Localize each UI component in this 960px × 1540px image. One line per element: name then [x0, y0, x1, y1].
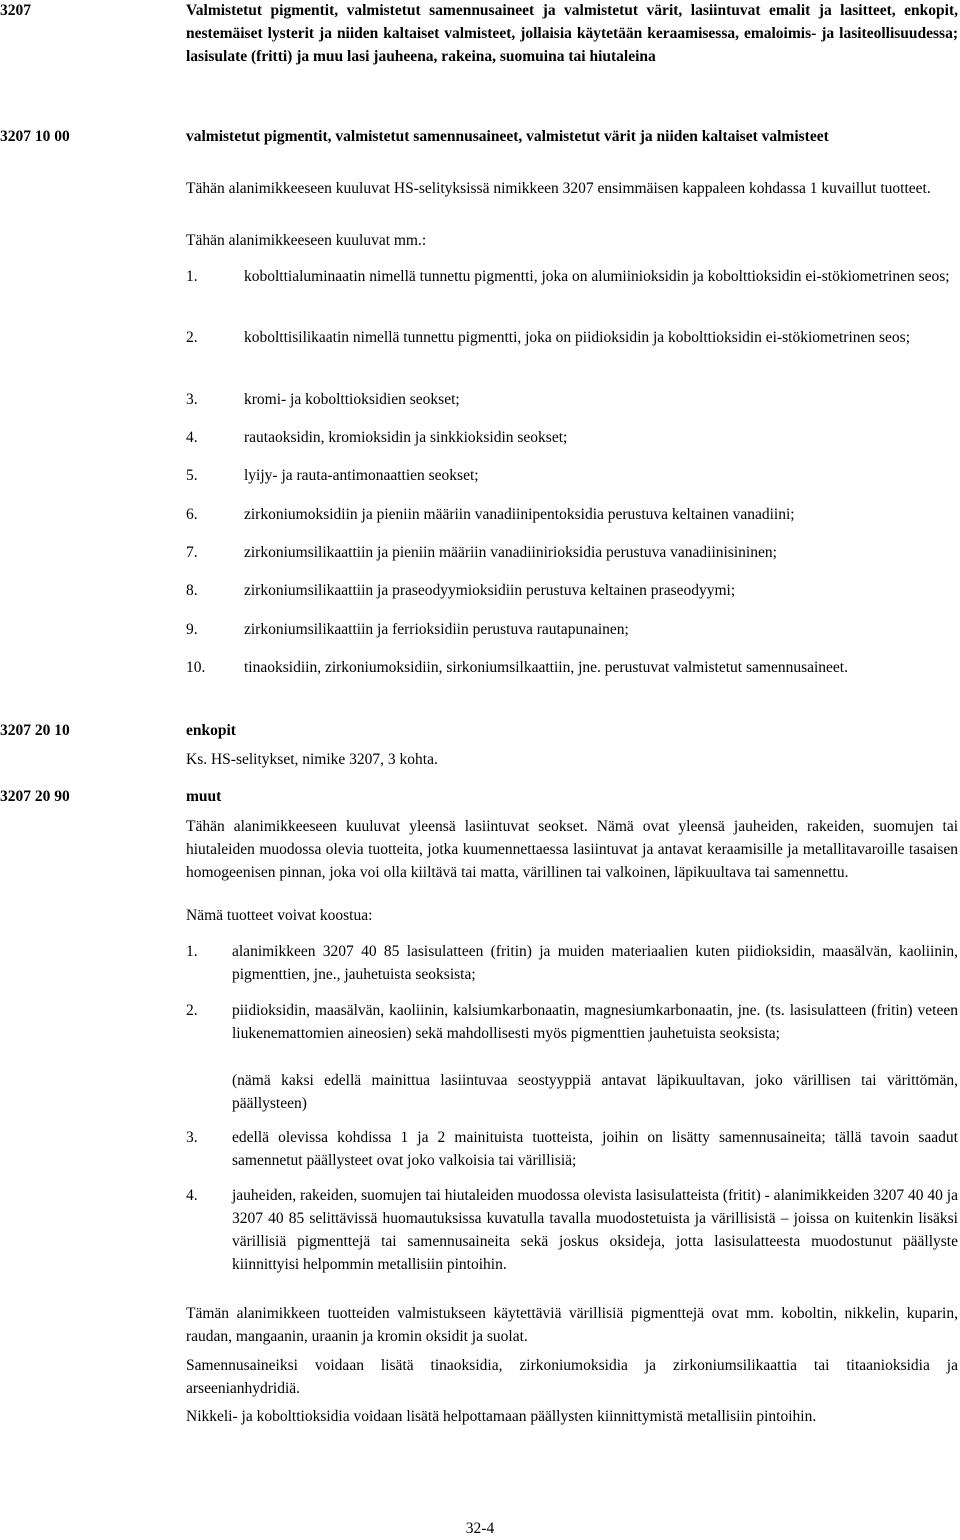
list-item-number: 3.: [186, 391, 198, 408]
list-item-number: 7.: [186, 544, 198, 561]
subheading-code-3: 3207 20 90: [0, 788, 70, 805]
list-item-number: 3.: [186, 1129, 198, 1146]
list-item-text: lyijy- ja rauta-antimonaattien seokset;: [244, 467, 479, 484]
list-item-text: edellä olevissa kohdissa 1 ja 2 mainituista tuotteista, joihin on lisätty samennusaineita; tällä tavoin saadut samennetut päällysteet ovat joko valkoisia tai värillisiä;: [232, 1129, 958, 1169]
list-item-number: 6.: [186, 506, 198, 523]
list-item-number: 9.: [186, 621, 198, 638]
list-item-text: alanimikkeen 3207 40 85 lasisulatteen (fritin) ja muiden materiaalien kuten piidioksidin, maasälvän, kaoliinin, pigmenttien, jne., jauhetuista seoksista;: [232, 943, 958, 983]
list-item-number: 5.: [186, 467, 198, 484]
list-item-number: 8.: [186, 582, 198, 599]
list-item-number: 2.: [186, 1002, 198, 1019]
list-item-number: 1.: [186, 268, 198, 285]
list-item-number: 4.: [186, 429, 198, 446]
subheading-3-paragraph-3: Tämän alanimikkeen tuotteiden valmistukseen käytettäviä värillisiä pigmenttejä ovat mm. koboltin, nikkelin, kuparin, raudan, mangaanin, uraanin ja kromin oksidit ja suolat.: [186, 1305, 958, 1345]
list-item-text: kobolttisilikaatin nimellä tunnettu pigmentti, joka on piidioksidin ja kobolttioksidin ei-stökiometrinen seos;: [244, 329, 911, 346]
subheading-3-paragraph-2: Nämä tuotteet voivat koostua:: [186, 907, 373, 924]
subheading-code-1: 3207 10 00: [0, 128, 70, 145]
subheading-code-2: 3207 20 10: [0, 722, 70, 739]
list-item-text: zirkoniumsilikaattiin ja praseodyymioksidiin perustuva keltainen praseodyymi;: [244, 582, 736, 599]
heading-title: Valmistetut pigmentit, valmistetut samennusaineet ja valmistetut värit, lasiintuvat emalit ja lasitteet, enkopit, nestemäiset lysterit ja niiden kaltaiset valmisteet, jollaisia käytetään keraamisessa, emaloimis- ja lasiteollisuudessa; lasisulate (fritti) ja muu lasi jauheena, rakeina, suomuina tai hiutaleina: [186, 2, 958, 65]
list-item-text: zirkoniumoksidiin ja pieniin määriin vanadiinipentoksidia perustuva keltainen vanadiini;: [244, 506, 795, 523]
subheading-1-paragraph-2: Tähän alanimikkeeseen kuuluvat mm.:: [186, 232, 427, 249]
subheading-title-1: valmistetut pigmentit, valmistetut samennusaineet, valmistetut värit ja niiden kaltaiset valmisteet: [186, 128, 829, 145]
page-number: 32-4: [465, 1520, 495, 1537]
list-item-text: rautaoksidin, kromioksidin ja sinkkioksidin seokset;: [244, 429, 568, 446]
list-item-text: zirkoniumsilikaattiin ja pieniin määriin vanadiinirioksidia perustuva vanadiinisininen;: [244, 544, 777, 561]
list-item-text: kromi- ja kobolttioksidien seokset;: [244, 391, 460, 408]
list-item-text: (nämä kaksi edellä mainittua lasiintuvaa seostyyppiä antavat läpikuultavan, joko värillisen tai värittömän, päällysteen): [232, 1072, 958, 1112]
subheading-3-paragraph-4: Samennusaineiksi voidaan lisätä tinaoksidia, zirkoniumoksidia ja zirkoniumsilikaattia tai titaanioksidia ja arseenianhydridiä.: [186, 1357, 958, 1397]
list-item-number: 2.: [186, 329, 198, 346]
subheading-label-2: enkopit: [186, 722, 236, 739]
list-item-text: tinaoksidiin, zirkoniumoksidiin, sirkoniumsilkaattiin, jne. perustuvat valmistetut samennusaineet.: [244, 659, 848, 676]
subheading-1-paragraph-1: Tähän alanimikkeeseen kuuluvat HS-selityksissä nimikkeen 3207 ensimmäisen kappaleen kohdassa 1 kuvaillut tuotteet.: [186, 180, 931, 197]
subheading-3-paragraph-5: Nikkeli- ja kobolttioksidia voidaan lisätä helpottamaan päällysten kiinnittymistä metallisiin pintoihin.: [186, 1408, 817, 1425]
subheading-2-text: Ks. HS-selitykset, nimike 3207, 3 kohta.: [186, 751, 438, 768]
list-item-number: 4.: [186, 1187, 198, 1204]
list-item-number: 10.: [186, 659, 206, 676]
subheading-label-3: muut: [186, 788, 222, 805]
list-item-number: 1.: [186, 943, 198, 960]
list-item-text: kobolttialuminaatin nimellä tunnettu pigmentti, joka on alumiinioksidin ja kobolttioksidin ei-stökiometrinen seos;: [244, 268, 950, 285]
list-item-text: jauheiden, rakeiden, suomujen tai hiutaleiden muodossa olevista lasisulatteista (fritit) - alanimikkeiden 3207 40 40 ja 3207 40 85 selittävissä huomautuksissa kuvatulla tavalla muodostetuista ja värillisistä – joissa on kuitenkin lisäksi värillisiä pigmenttejä tai samennusaineita sekä joskus oksideja, jotta lasisulatteesta muodostunut päällyste kiinnittyisi helpommin metallisiin pintoihin.: [232, 1187, 958, 1273]
list-item-text: zirkoniumsilikaattiin ja ferrioksidiin perustuva rautapunainen;: [244, 621, 629, 638]
heading-code: 3207: [0, 2, 31, 19]
subheading-3-paragraph-1: Tähän alanimikkeeseen kuuluvat yleensä lasiintuvat seokset. Nämä ovat yleensä jauheiden, rakeiden, suomujen tai hiutaleiden muodossa olevia tuotteita, jotka kuumennettaessa lasiintuvat ja antavat keraamisille ja metallitavaroille tasaisen homogeenisen pinnan, joka voi olla kiiltävä tai matta, värillinen tai valkoinen, läpikuultava tai samennettu.: [186, 818, 958, 881]
list-item-text: piidioksidin, maasälvän, kaoliinin, kalsiumkarbonaatin, magnesiumkarbonaatin, jne. (ts. lasisulatteen (fritin) veteen liukenemattomien aineosien) sekä mahdollisesti myös pigmenttien jauhetuista seoksista;: [232, 1002, 958, 1042]
